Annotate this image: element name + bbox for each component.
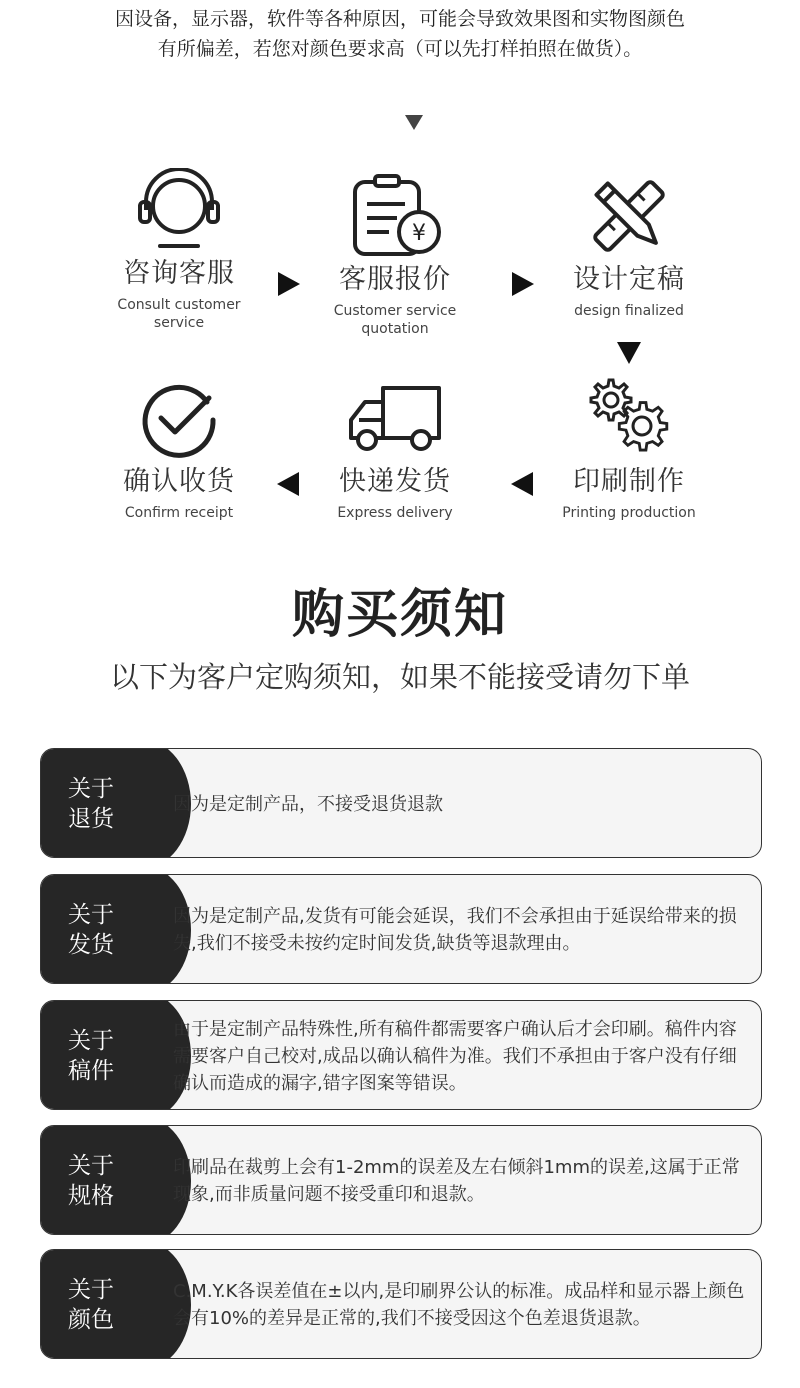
step-delivery <box>305 380 485 522</box>
step-title: 客服报价 <box>339 264 451 295</box>
notice-card-artwork <box>40 1000 762 1110</box>
step-title: 设计定稿 <box>573 264 685 295</box>
notice-subtitle: 以下为客户定购须知，如果不能接受请勿下单 <box>109 660 690 694</box>
arrow-right-icon <box>512 272 534 296</box>
step-caption: Customer service quotation <box>333 303 457 337</box>
step-title: 快递发货 <box>339 466 451 497</box>
truck-icon <box>343 380 447 456</box>
check-circle-icon <box>139 380 219 460</box>
color-disclaimer <box>0 4 800 64</box>
notice-title: 购买须知 <box>291 585 508 645</box>
card-tag: 关于 规格 <box>68 1153 114 1209</box>
card-tag: 关于 退货 <box>68 776 114 832</box>
gears-icon <box>587 376 671 456</box>
step-caption: Printing production <box>562 505 696 521</box>
step-title: 确认收货 <box>123 466 235 497</box>
step-design <box>539 174 719 320</box>
notice-card-specs <box>40 1125 762 1235</box>
step-printing <box>539 376 719 522</box>
card-text: C.M.Y.K各误差值在±以内,是印刷界公认的标准。成品样和显示器上颜色会有10%的差异是正常的,我们不接受因这个色差退货退款。 <box>173 1281 745 1329</box>
pencil-ruler-icon <box>587 174 671 258</box>
headset-icon <box>134 168 224 252</box>
card-text: 由于是定制产品特殊性,所有稿件都需要客户确认后才会印刷。稿件内容需要客户自己校对,成品以确认稿件为准。我们不承担由于客户没有仔细确认而造成的漏字,错字图案等错误。 <box>173 1018 737 1094</box>
arrow-left-icon <box>511 472 533 496</box>
notice-card-shipping <box>40 874 762 984</box>
step-quotation <box>305 174 485 338</box>
step-title: 咨询客服 <box>123 258 235 289</box>
down-caret-icon <box>405 115 423 130</box>
card-text: 因为是定制产品,发货有可能会延误，我们不会承担由于延误给带来的损失,我们不接受未按约定时间发货,缺货等退款理由。 <box>173 906 737 954</box>
card-tag: 关于 发货 <box>68 902 114 958</box>
arrow-left-icon <box>277 472 299 496</box>
card-tag: 关于 稿件 <box>68 1028 114 1084</box>
card-text: 印刷品在裁剪上会有1-2mm的误差及左右倾斜1mm的误差,这属于正常现象,而非质量问题不接受重印和退款。 <box>173 1157 740 1205</box>
notice-card-returns <box>40 748 762 858</box>
disclaimer-line-1: 因设备，显示器，软件等各种原因，可能会导致效果图和实物图颜色 <box>114 8 685 30</box>
arrow-down-icon <box>617 342 641 364</box>
arrow-right-icon <box>278 272 300 296</box>
svg-text:¥: ¥ <box>412 221 426 246</box>
price-list-icon <box>349 174 441 258</box>
step-consult <box>89 168 269 332</box>
step-receipt <box>89 380 269 522</box>
disclaimer-line-2: 有所偏差，若您对颜色要求高（可以先打样拍照在做货）。 <box>157 38 643 60</box>
card-text: 因为是定制产品，不接受退货退款 <box>173 793 443 815</box>
step-caption: Confirm receipt <box>124 505 234 521</box>
step-caption: Consult customer service <box>117 297 241 331</box>
step-title: 印刷制作 <box>573 466 685 497</box>
notice-card-color <box>40 1249 762 1359</box>
card-tag: 关于 颜色 <box>68 1277 114 1333</box>
step-caption: Express delivery <box>337 505 453 521</box>
step-caption: design finalized <box>574 303 684 319</box>
